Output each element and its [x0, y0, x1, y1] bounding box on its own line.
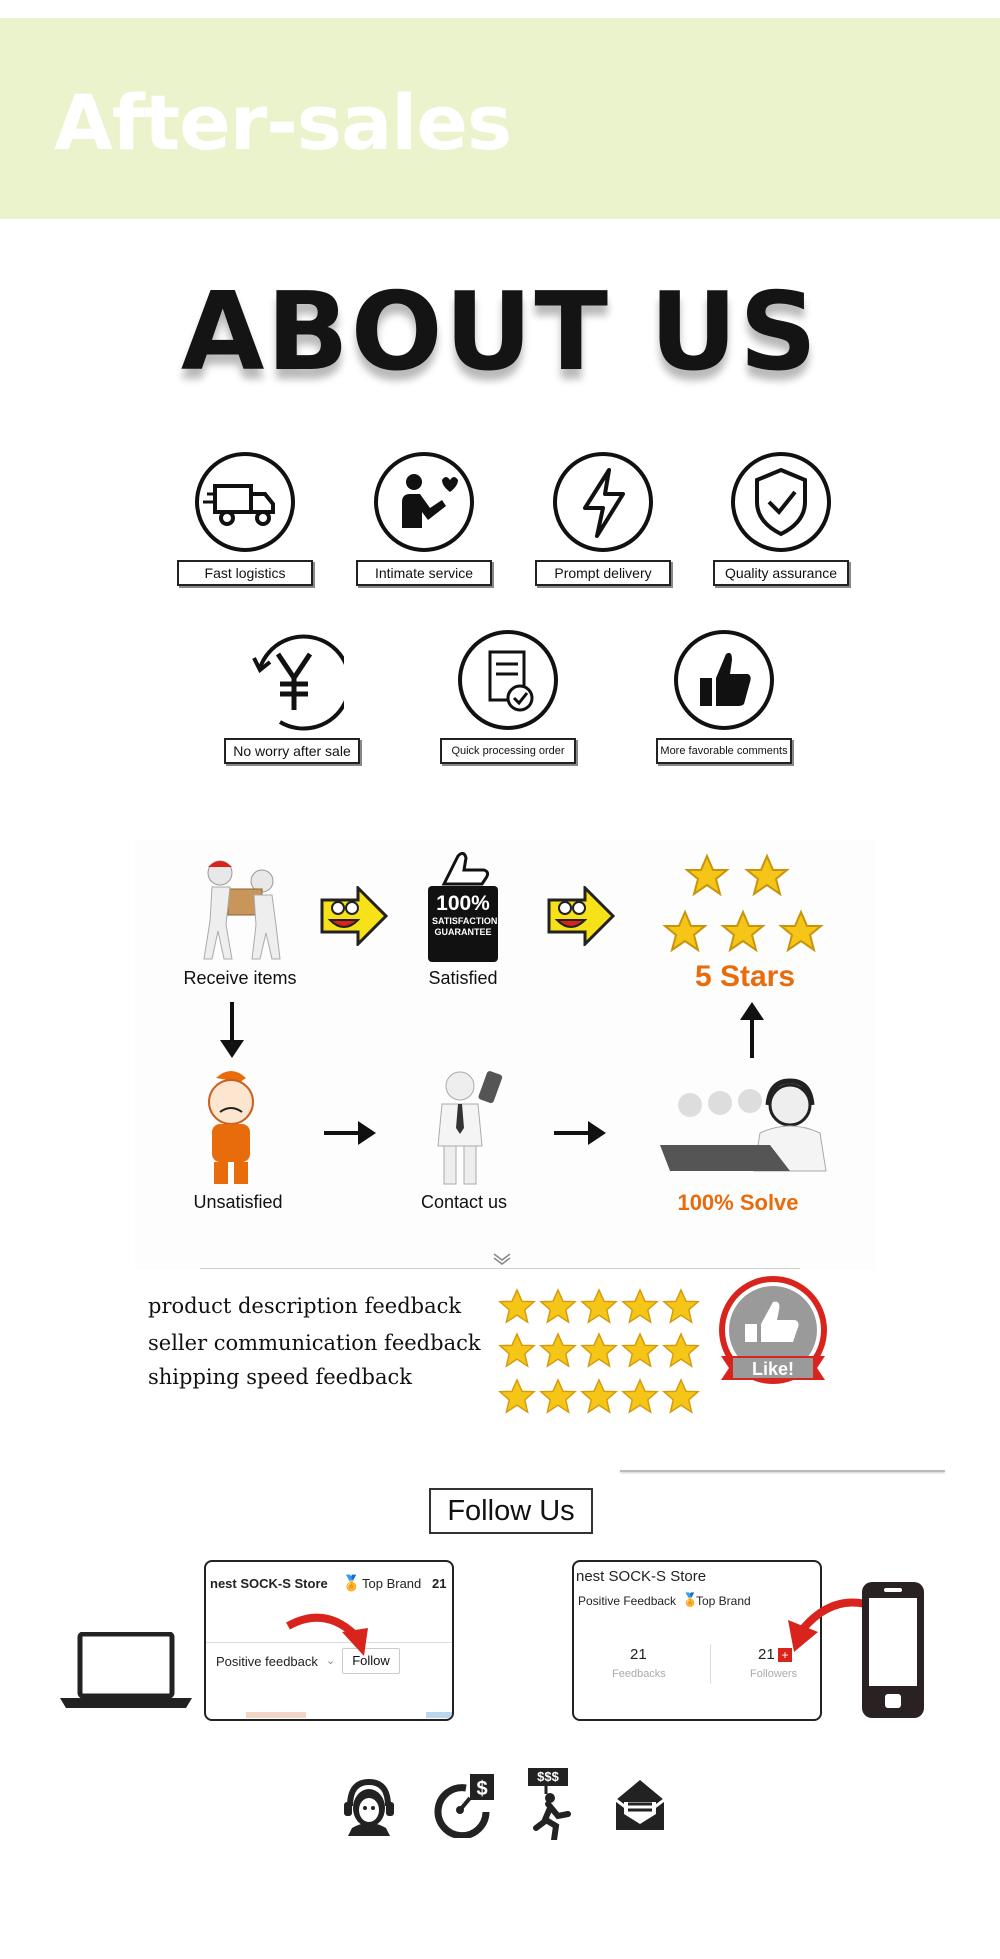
rating-star-icon: [662, 1332, 700, 1370]
medal-icon: 🏅: [342, 1575, 361, 1592]
feedbacks-label: Feedbacks: [612, 1668, 666, 1680]
top-brand-badge: Top Brand: [696, 1594, 751, 1608]
flow-satisfied: Satisfied: [428, 968, 498, 988]
rating-star-icon: [662, 1288, 700, 1326]
feature-label: No worry after sale: [224, 738, 360, 764]
chevron-down-icon: [492, 1250, 512, 1266]
store-count: 21: [432, 1576, 447, 1591]
top-brand-badge: Top Brand: [362, 1576, 422, 1591]
contact-person-icon: [420, 1068, 510, 1188]
followers-label: Followers: [750, 1668, 798, 1680]
chevron-down-icon: ⌄: [326, 1655, 336, 1667]
feature-label: More favorable comments: [656, 738, 792, 764]
truck-icon: [193, 450, 297, 554]
flow-receive-items: Receive items: [183, 968, 297, 988]
rating-star-icon: [580, 1332, 618, 1370]
fast-payment-icon[interactable]: [430, 1772, 496, 1838]
feature-label: Fast logistics: [177, 560, 313, 586]
money-sign: $$$: [528, 1768, 568, 1786]
smiley-arrow-icon: [318, 886, 388, 946]
yen-icon: [240, 628, 344, 732]
feature-no-worry-after-sale: [222, 628, 362, 764]
feedback-line-communication: seller communication feedback: [148, 1331, 481, 1355]
feature-more-favorable-comments: [654, 628, 794, 764]
document-check-icon: [456, 628, 560, 732]
badge-text: SATISFACTION GUARANTEE: [432, 916, 498, 937]
rating-star-icon: [498, 1288, 536, 1326]
feature-label: Quality assurance: [713, 560, 849, 586]
feature-quality-assurance: [711, 450, 851, 586]
flow-contact-us: Contact us: [420, 1192, 508, 1212]
lightning-icon: [551, 450, 655, 554]
envelope-icon[interactable]: [612, 1776, 668, 1834]
rating-star-icon: [580, 1378, 618, 1416]
rating-star-icon: [539, 1288, 577, 1326]
followers-count: 21: [758, 1646, 775, 1663]
divider: [620, 1470, 945, 1472]
feature-fast-logistics: [175, 450, 315, 586]
feature-intimate-service: [354, 450, 494, 586]
follow-button[interactable]: Follow: [342, 1648, 400, 1674]
positive-feedback-dropdown[interactable]: Positive feedback: [216, 1654, 318, 1669]
positive-feedback-label: Positive Feedback: [578, 1594, 677, 1608]
badge-percent: 100%: [436, 892, 490, 915]
money-runner-icon[interactable]: [528, 1786, 578, 1840]
smiley-arrow-icon: [545, 886, 615, 946]
arrow-up-icon: [737, 1000, 767, 1060]
feedbacks-count: 21: [630, 1646, 647, 1663]
rating-star-icon: [580, 1288, 618, 1326]
rating-star-icon: [621, 1288, 659, 1326]
thumbs-up-icon: [428, 846, 498, 886]
flow-unsatisfied: Unsatisfied: [193, 1192, 283, 1212]
rating-star-icon: [539, 1378, 577, 1416]
satisfaction-guarantee-badge: [428, 846, 498, 966]
feedback-line-description: product description feedback: [148, 1294, 462, 1318]
banner-title: After-sales: [54, 78, 512, 167]
follow-plus-button[interactable]: +: [778, 1648, 792, 1662]
rating-star-icon: [539, 1332, 577, 1370]
five-stars-label: 5 Stars: [694, 960, 796, 993]
call-center-icon: [650, 1075, 850, 1185]
svg-text:$: $: [476, 1778, 488, 1800]
headset-agent-icon[interactable]: [340, 1778, 398, 1838]
feature-prompt-delivery: [533, 450, 673, 586]
follow-us-title: Follow Us: [429, 1488, 593, 1534]
about-us-heading: ABOUT US: [180, 270, 820, 395]
rating-star-icon: [662, 1378, 700, 1416]
arrow-down-icon: [217, 1000, 247, 1060]
rating-star-icon: [621, 1378, 659, 1416]
red-curved-arrow-icon: [780, 1596, 870, 1656]
arrow-right-icon: [552, 1118, 608, 1148]
red-curved-arrow-icon: [284, 1612, 374, 1662]
five-stars-icon: [655, 850, 835, 960]
service-person-icon: [372, 450, 476, 554]
divider: [200, 1268, 800, 1269]
medal-icon: 🏅: [682, 1592, 699, 1607]
smartphone-icon: [860, 1580, 926, 1720]
feature-label: Intimate service: [356, 560, 492, 586]
unsatisfied-person-icon: [196, 1068, 266, 1188]
rating-star-icon: [621, 1332, 659, 1370]
feature-quick-processing-order: [438, 628, 578, 764]
like-badge-icon: [715, 1272, 831, 1396]
store-name: nest SOCK-S Store: [210, 1576, 328, 1591]
store-name: nest SOCK-S Store: [576, 1568, 707, 1585]
laptop-icon: [58, 1632, 194, 1712]
feature-label: Quick processing order: [440, 738, 576, 764]
like-badge-text: Like!: [751, 1359, 795, 1379]
rating-star-icon: [498, 1378, 536, 1416]
feedback-line-shipping: shipping speed feedback: [148, 1365, 412, 1389]
arrow-right-icon: [322, 1118, 378, 1148]
feature-label: Prompt delivery: [535, 560, 671, 586]
solve-label: 100% Solve: [677, 1190, 799, 1215]
rating-star-icon: [498, 1332, 536, 1370]
delivery-person-icon: [190, 855, 290, 965]
shield-check-icon: [729, 450, 833, 554]
thumbs-up-icon: [672, 628, 776, 732]
